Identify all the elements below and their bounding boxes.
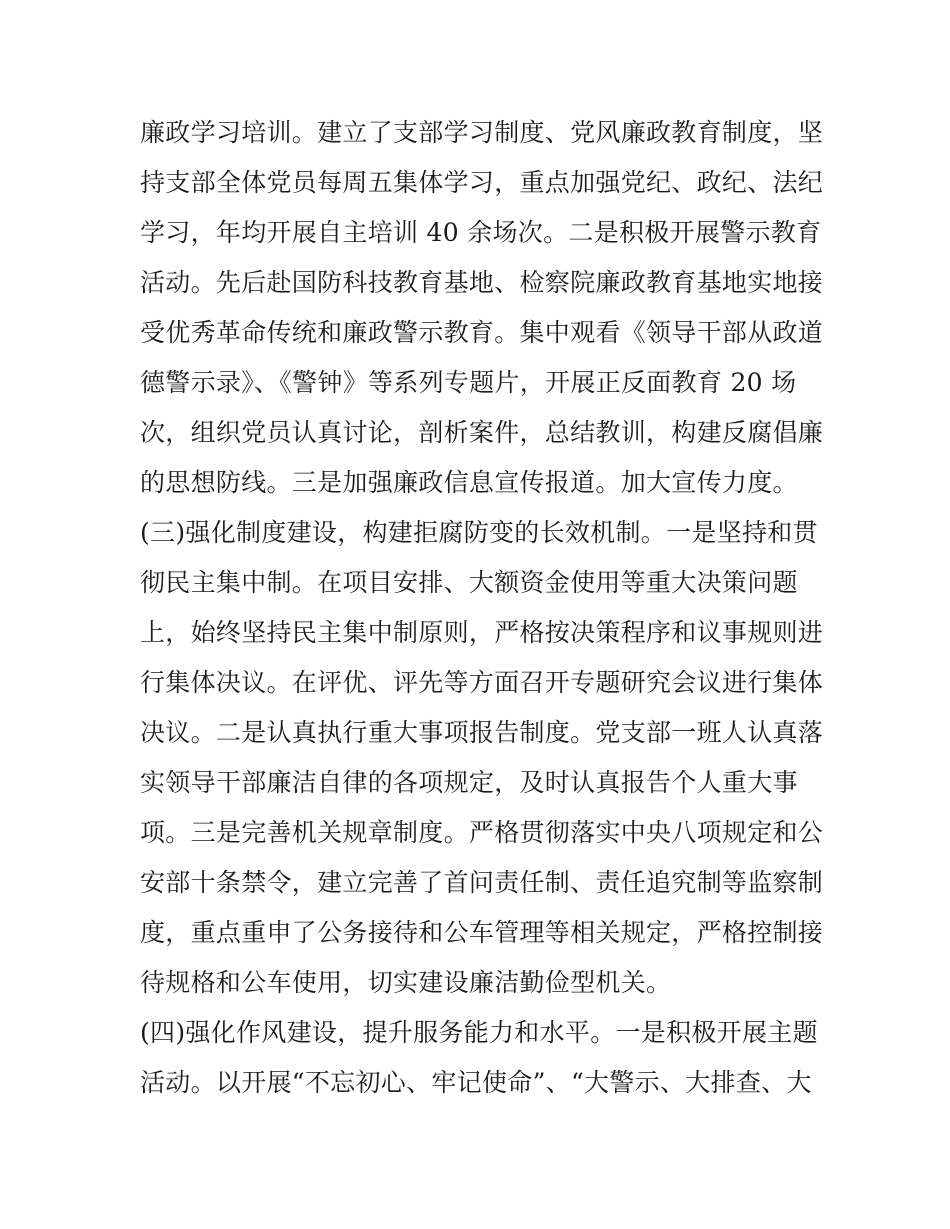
text-line: 活动。以开展“不忘初心、牢记使命”、“大警示、大排查、大 [140,1068,812,1097]
text-line: 的思想防线。三是加强廉政信息宣传报道。加大宣传力度。 [140,468,798,497]
text-line: 上，始终坚持民主集中制原则，严格按决策程序和议事规则进 [140,618,824,647]
text-line: 受优秀革命传统和廉政警示教育。集中观看《领导干部从政道 [140,318,824,347]
text-line: 学习，年均开展自主培训 40 余场次。二是积极开展警示教育 [140,218,822,247]
text-line: 实领导干部廉洁自律的各项规定，及时认真报告个人重大事 [140,768,798,797]
text-line: 活动。先后赴国防科技教育基地、检察院廉政教育基地实地接 [140,268,824,297]
section-heading-line: (三)强化制度建设，构建拒腐防变的长效机制。一是坚持和贯 [140,518,818,547]
text-line: 廉政学习培训。建立了支部学习制度、党风廉政教育制度，坚 [140,118,824,147]
text-line: 项。三是完善机关规章制度。严格贯彻落实中央八项规定和公 [140,818,824,847]
text-line: 行集体决议。在评优、评先等方面召开专题研究会议进行集体 [140,668,824,697]
document-body [140,108,824,1108]
text-line: 决议。二是认真执行重大事项报告制度。党支部一班人认真落 [140,718,824,747]
section-heading-line: (四)强化作风建设，提升服务能力和水平。一是积极开展主题 [140,1018,818,1047]
text-line: 安部十条禁令，建立完善了首问责任制、责任追究制等监察制 [140,868,824,897]
text-line: 彻民主集中制。在项目安排、大额资金使用等重大决策问题 [140,568,798,597]
text-line: 待规格和公车使用，切实建设廉洁勤俭型机关。 [140,968,672,997]
text-line: 德警示录》、《警钟》等系列专题片，开展正反面教育 20 场 [140,368,797,397]
text-line: 持支部全体党员每周五集体学习，重点加强党纪、政纪、法纪 [140,168,824,197]
text-line: 次，组织党员认真讨论，剖析案件，总结教训，构建反腐倡廉 [140,418,824,447]
text-line: 度，重点重申了公务接待和公车管理等相关规定，严格控制接 [140,918,824,947]
